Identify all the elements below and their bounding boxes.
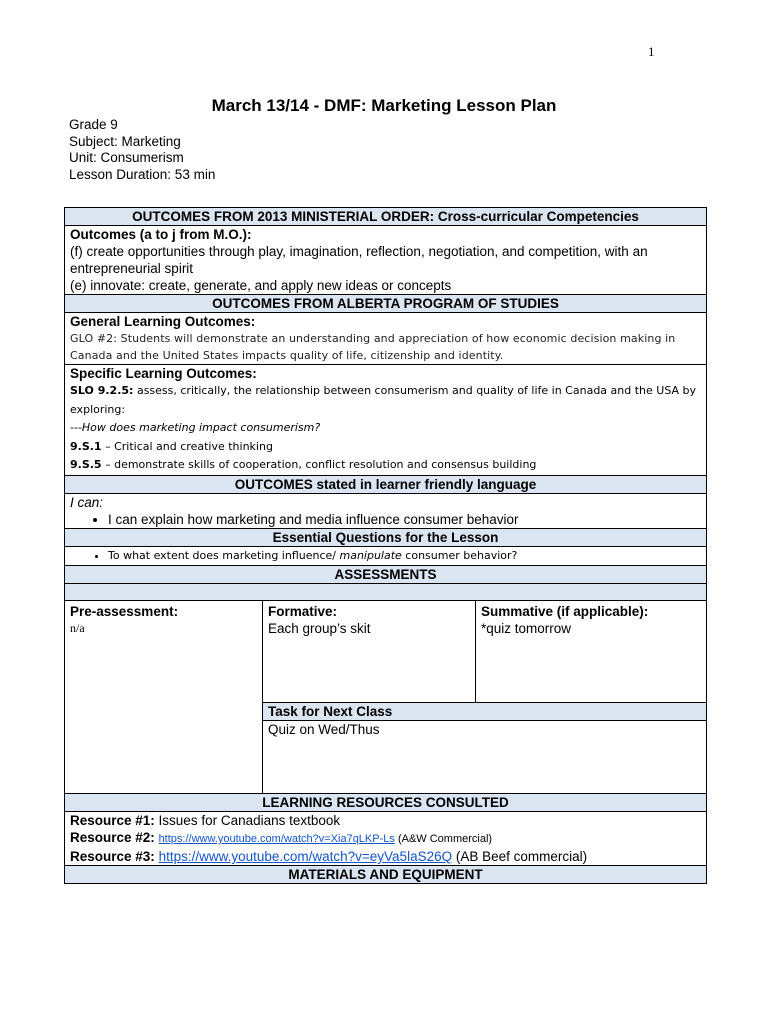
page-number: 1: [648, 44, 655, 59]
outcome-e: (e) innovate: create, generate, and apply new ideas or concepts: [70, 278, 452, 293]
formative-cell: [263, 601, 476, 703]
summative-value: *quiz tomorrow: [481, 621, 572, 636]
outcome-f: (f) create opportunities through play, imagination, reflection, negotiation, and competition, with an entrepreneurial spirit: [70, 244, 648, 276]
essential-q-part1: To what extent does marketing influence/: [108, 548, 340, 562]
essential-header: Essential Questions for the Lesson: [65, 528, 707, 546]
glo-label: General Learning Outcomes:: [70, 314, 256, 329]
lesson-plan-table: [64, 207, 707, 884]
resource-3-label: Resource #3:: [70, 849, 155, 864]
pre-assessment-label: Pre-assessment:: [70, 604, 179, 619]
task-value: Quiz on Wed/Thus: [268, 721, 380, 737]
grade-line: Grade 9: [69, 117, 118, 132]
learner-bullet: • I can explain how marketing and media influence consumer behavior: [108, 511, 701, 528]
summative-cell: [476, 601, 707, 703]
resources-cell: [65, 812, 707, 866]
resource-2-note: (A&W Commercial): [394, 833, 493, 845]
formative-value: Each group’s skit: [268, 621, 371, 636]
program-header: OUTCOMES FROM ALBERTA PROGRAM OF STUDIES: [65, 295, 707, 313]
essential-list: [70, 547, 701, 566]
slo-cell: [65, 365, 707, 476]
resource-1-label: Resource #1:: [70, 813, 155, 828]
slo-description: assess, critically, the relationship between consumerism and quality of life in Canada and the USA by exploring:: [70, 384, 697, 416]
resource-3-note: (AB Beef commercial): [452, 849, 588, 864]
slo-text: [70, 382, 701, 419]
task-cell: [263, 702, 707, 793]
pre-assessment-value: n/a: [70, 621, 85, 635]
glo-cell: [65, 313, 707, 365]
resource-2-link[interactable]: https://www.youtube.com/watch?v=Xia7qLKP-Ls: [158, 833, 395, 845]
materials-header: MATERIALS AND EQUIPMENT: [65, 866, 707, 884]
resources-header: LEARNING RESOURCES CONSULTED: [65, 794, 707, 812]
resource-1-value: Issues for Canadians textbook: [154, 813, 341, 828]
formative-label: Formative:: [268, 604, 338, 619]
essential-q-part2: consumer behavior?: [401, 548, 518, 562]
learner-list: [70, 511, 701, 528]
skill-9s5: [70, 456, 701, 475]
skill-9s1-text: – Critical and creative thinking: [101, 439, 273, 453]
skill-9s1-code: 9.S.1: [70, 439, 102, 453]
skill-9s1: [70, 438, 701, 457]
learner-header: OUTCOMES stated in learner friendly language: [65, 475, 707, 493]
pre-assessment-cell: [65, 601, 263, 794]
slo-question: ---How does marketing impact consumerism?: [70, 421, 321, 434]
skill-9s5-code: 9.S.5: [70, 458, 102, 471]
resource-3-link[interactable]: https://www.youtube.com/watch?v=eyVa5laS26Q: [158, 849, 453, 864]
duration-line: Lesson Duration: 53 min: [69, 166, 216, 182]
page-title: March 13/14 - DMF: Marketing Lesson Plan: [211, 96, 557, 115]
unit-line: Unit: Consumerism: [69, 150, 184, 165]
outcomes-label: Outcomes (a to j from M.O.):: [70, 227, 252, 242]
ministerial-header: OUTCOMES FROM 2013 MINISTERIAL ORDER: Cross-curricular Competencies: [65, 208, 707, 226]
glo-text: GLO #2: Students will demonstrate an understanding and appreciation of how economic decision making in Canada and the United States impacts quality of life, citizenship and identity.: [70, 332, 676, 362]
slo-label: Specific Learning Outcomes:: [70, 366, 257, 381]
resource-3: [70, 848, 701, 865]
assessments-spacer-bar: [65, 584, 707, 601]
essential-cell: [65, 546, 707, 566]
resource-2-label: Resource #2:: [70, 830, 155, 845]
skill-9s5-text: – demonstrate skills of cooperation, conflict resolution and consensus building: [101, 458, 537, 471]
summative-label: Summative (if applicable):: [481, 604, 649, 619]
learner-cell: [65, 493, 707, 528]
i-can-label: I can:: [70, 494, 104, 510]
ministerial-outcomes: [65, 226, 707, 295]
essential-q-italic: manipulate: [339, 548, 402, 562]
slo-code: SLO 9.2.5:: [70, 384, 134, 397]
lesson-meta: [69, 117, 215, 183]
resource-2: [70, 829, 701, 848]
subject-line: Subject: Marketing: [69, 133, 181, 149]
resource-1: [70, 812, 701, 829]
assessments-header: ASSESSMENTS: [65, 566, 707, 584]
essential-question: [108, 547, 701, 566]
task-label: Task for Next Class: [263, 703, 706, 721]
